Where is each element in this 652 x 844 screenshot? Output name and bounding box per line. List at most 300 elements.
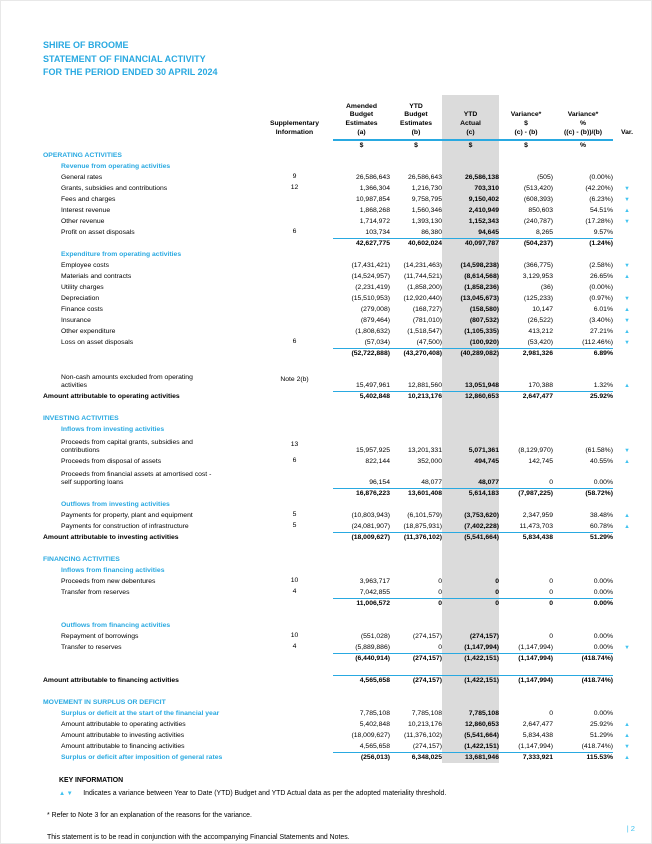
- row-label: Inflows from investing activities: [61, 425, 165, 433]
- ytd-actual-value: 40,097,787: [442, 238, 499, 249]
- ytd-actual-value: [442, 686, 499, 697]
- row-label: [43, 238, 256, 249]
- ytd-budget-value: 7,785,108: [411, 709, 442, 717]
- supp-info: [256, 565, 333, 576]
- ytd-actual-value: 13,051,948: [442, 370, 499, 391]
- table-row: [43, 708, 641, 719]
- table-row: [43, 653, 641, 664]
- ytd-budget-value: (11,376,102): [390, 532, 442, 543]
- amended-budget-value: 1,714,972: [359, 217, 390, 225]
- variance-indicator: [613, 424, 641, 435]
- variance-indicator: [613, 172, 641, 183]
- variance-indicator: [613, 719, 641, 730]
- ytd-actual-value: 5,071,361: [442, 435, 499, 456]
- ytd-budget-value: [390, 543, 442, 554]
- supp-info: [256, 402, 333, 413]
- table-row: [43, 194, 641, 205]
- variance-dollar-value: (366,775): [523, 261, 553, 269]
- variance-up-triangle-icon: ▲: [624, 722, 630, 728]
- table-row: [43, 752, 641, 763]
- amended-budget-value: [333, 543, 390, 554]
- variance-down-triangle-icon: ▼: [624, 263, 630, 269]
- amended-budget-value: [333, 697, 390, 708]
- variance-down-triangle-icon: ▼: [624, 645, 630, 651]
- variance-indicator: [613, 304, 641, 315]
- supp-info: [256, 752, 333, 763]
- amended-budget-value: [333, 620, 390, 631]
- variance-percent-value: (61.58%): [585, 446, 613, 454]
- amended-budget-value: 1,366,304: [359, 184, 390, 192]
- supp-info: Note 2(b): [280, 376, 309, 383]
- amended-budget-value: [333, 499, 390, 510]
- row-label: Fees and charges: [61, 195, 116, 203]
- supp-info: [256, 326, 333, 337]
- variance-dollar-value: [499, 620, 553, 631]
- variance-percent-value: 40.55%: [589, 457, 613, 465]
- variance-up-triangle-icon: ▲: [624, 274, 630, 280]
- variance-percent-value: 6.01%: [593, 305, 613, 313]
- variance-dollar-value: 0: [549, 709, 553, 717]
- variance-indicator: [613, 499, 641, 510]
- variance-legend-text: Indicates a variance between Year to Date (YTD) Budget and YTD Actual data as per the adopted materiality threshold.: [83, 789, 447, 797]
- amended-budget-value: 15,497,961: [355, 381, 390, 389]
- ytd-budget-value: [390, 249, 442, 260]
- ytd-actual-value: [442, 249, 499, 260]
- variance-up-triangle-icon: ▲: [624, 329, 630, 335]
- row-label: General rates: [61, 173, 103, 181]
- table-row: [43, 488, 641, 499]
- variance-dollar-value: (1,147,994): [499, 653, 553, 664]
- ytd-budget-value: 0: [438, 643, 442, 651]
- variance-dollar-value: (8,129,970): [518, 446, 553, 454]
- ytd-budget-value: [390, 609, 442, 620]
- row-label: Amount attributable to financing activities: [61, 742, 185, 750]
- variance-percent-value: 0.00%: [593, 478, 613, 486]
- amended-budget-value: (24,081,907): [351, 522, 390, 530]
- ytd-budget-value: 352,000: [417, 457, 442, 465]
- ytd-actual-value: 0: [442, 587, 499, 598]
- variance-dollar-value: [499, 413, 553, 424]
- supp-info: 10: [290, 632, 299, 639]
- ytd-budget-value: 0: [390, 598, 442, 609]
- ytd-actual-value: (7,402,228): [442, 521, 499, 532]
- financial-activity-table: [43, 95, 641, 763]
- row-label: [43, 488, 256, 499]
- variance-percent-value: 51.29%: [589, 731, 613, 739]
- supp-info: [256, 424, 333, 435]
- amended-budget-value: 15,957,925: [355, 446, 390, 454]
- variance-up-triangle-icon: ▲: [624, 755, 630, 761]
- ytd-budget-value: [390, 620, 442, 631]
- amended-budget-value: (18,009,627): [333, 532, 390, 543]
- ytd-budget-value: 40,602,024: [390, 238, 442, 249]
- variance-indicator: [613, 249, 641, 260]
- variance-down-triangle-icon: ▼: [624, 219, 630, 225]
- variance-up-triangle-icon: ▲: [624, 524, 630, 530]
- ytd-budget-value: (11,376,102): [403, 731, 442, 739]
- row-label: Surplus or deficit at the start of the financial year: [61, 709, 220, 717]
- amended-budget-value: [333, 161, 390, 172]
- variance-dollar-value: (504,237): [499, 238, 553, 249]
- variance-dollar-value: [499, 609, 553, 620]
- variance-dollar-value: (1,147,994): [518, 742, 553, 750]
- variance-indicator: [613, 194, 641, 205]
- table-row: [43, 587, 641, 598]
- variance-percent-value: 0.00%: [593, 588, 613, 596]
- table-row: [43, 370, 641, 391]
- variance-down-triangle-icon: ▼: [624, 448, 630, 454]
- spacer-row: [43, 543, 641, 554]
- variance-percent-value: [553, 686, 613, 697]
- ytd-budget-value: (14,231,463): [403, 261, 442, 269]
- variance-indicator: [613, 697, 641, 708]
- variance-percent-value: [553, 697, 613, 708]
- amended-budget-value: [333, 413, 390, 424]
- row-label: Grants, subsidies and contributions: [61, 184, 168, 192]
- title-line-period: FOR THE PERIOD ENDED 30 APRIL 2024: [43, 67, 218, 77]
- amended-budget-value: [333, 359, 390, 370]
- supp-info: [256, 238, 333, 249]
- ytd-budget-value: 1,216,730: [411, 184, 442, 192]
- variance-dollar-value: [499, 565, 553, 576]
- amended-budget-value: [333, 249, 390, 260]
- variance-indicator: [613, 488, 641, 499]
- row-label: Other expenditure: [61, 327, 116, 335]
- variance-indicator: [613, 456, 641, 467]
- variance-percent-value: 6.89%: [553, 348, 613, 359]
- variance-dollar-value: (26,522): [527, 316, 553, 324]
- ytd-actual-value: (40,289,082): [442, 348, 499, 359]
- ytd-actual-value: 1,152,343: [442, 216, 499, 227]
- ytd-budget-value: (12,920,440): [403, 294, 442, 302]
- variance-dollar-value: (53,420): [527, 338, 553, 346]
- variance-up-triangle-icon: ▲: [624, 307, 630, 313]
- ytd-actual-value: (5,541,664): [442, 730, 499, 741]
- supp-info: [256, 598, 333, 609]
- row-label: Non-cash amounts excluded from operating activities: [61, 373, 193, 389]
- variance-percent-value: [553, 413, 613, 424]
- ytd-actual-value: 5,614,183: [442, 488, 499, 499]
- ytd-budget-value: [390, 150, 442, 161]
- table-row: [43, 183, 641, 194]
- title-line-statement: STATEMENT OF FINANCIAL ACTIVITY: [43, 53, 206, 64]
- variance-percent-value: (112.46%): [582, 338, 613, 346]
- supp-info: [256, 675, 333, 686]
- row-label: Amount attributable to operating activities: [61, 720, 186, 728]
- variance-dollar-value: (125,233): [523, 294, 553, 302]
- ytd-actual-value: (807,532): [442, 315, 499, 326]
- row-label: Revenue from operating activities: [61, 162, 171, 170]
- variance-indicator: [613, 216, 641, 227]
- variance-dollar-value: [499, 686, 553, 697]
- supp-info: 6: [292, 338, 297, 345]
- amended-budget-value: 4,565,658: [333, 675, 390, 686]
- row-label: Materials and contracts: [61, 272, 132, 280]
- variance-percent-value: 1.32%: [593, 381, 613, 389]
- variance-down-triangle-icon: ▼: [624, 197, 630, 203]
- supp-info: [256, 653, 333, 664]
- supp-info: [256, 620, 333, 631]
- supp-info: [256, 293, 333, 304]
- ytd-budget-value: 0: [438, 577, 442, 585]
- row-label: Employee costs: [61, 261, 109, 269]
- ytd-actual-value: 703,310: [442, 183, 499, 194]
- ytd-budget-value: (11,744,521): [403, 272, 442, 280]
- variance-percent-value: 25.92%: [553, 391, 613, 402]
- ytd-actual-value: 48,077: [442, 467, 499, 488]
- variance-dollar-value: 10,147: [532, 305, 553, 313]
- variance-dollar-value: (1,147,994): [518, 643, 553, 651]
- row-label: Payments for construction of infrastructure: [61, 522, 189, 530]
- variance-indicator: [613, 391, 641, 402]
- variance-up-triangle-icon: ▲: [624, 513, 630, 519]
- ytd-actual-value: 7,785,108: [442, 708, 499, 719]
- variance-dollar-value: 7,333,921: [499, 752, 553, 763]
- row-label: OPERATING ACTIVITIES: [43, 151, 122, 159]
- variance-indicator: [613, 150, 641, 161]
- row-label: MOVEMENT IN SURPLUS OR DEFICIT: [43, 698, 166, 706]
- table-row: [43, 172, 641, 183]
- ytd-budget-value: (18,875,931): [403, 522, 442, 530]
- table-header: [43, 95, 641, 139]
- unit-b: $: [390, 139, 442, 150]
- supp-info: [256, 554, 333, 565]
- ytd-budget-value: (6,101,579): [407, 511, 442, 519]
- ytd-budget-value: [390, 424, 442, 435]
- amended-budget-value: [333, 609, 390, 620]
- ytd-actual-value: (1,147,994): [442, 642, 499, 653]
- row-label: INVESTING ACTIVITIES: [43, 414, 119, 422]
- page-number: | 2: [626, 824, 635, 833]
- row-label: Proceeds from new debentures: [61, 577, 156, 585]
- variance-dollar-value: 850,603: [528, 206, 553, 214]
- header-v: Var.: [620, 128, 634, 136]
- header-c: YTD Actual (c): [442, 95, 499, 139]
- supp-info: [256, 467, 333, 488]
- ytd-actual-value: (1,422,151): [442, 675, 499, 686]
- ytd-actual-value: [442, 697, 499, 708]
- variance-percent-value: 38.48%: [589, 511, 613, 519]
- table-row: [43, 642, 641, 653]
- key-information-section: [43, 777, 639, 841]
- variance-down-triangle-icon: ▼: [624, 318, 630, 324]
- variance-indicator: [613, 741, 641, 752]
- ytd-actual-value: 0: [442, 576, 499, 587]
- ytd-budget-value: 13,201,331: [407, 446, 442, 454]
- table-row: [43, 293, 641, 304]
- table-row: [43, 326, 641, 337]
- supp-info: [256, 609, 333, 620]
- supp-info: [256, 686, 333, 697]
- amended-budget-value: (57,034): [364, 338, 390, 346]
- variance-percent-value: (58.72%): [553, 488, 613, 499]
- supp-info: [256, 260, 333, 271]
- supp-info: 12: [290, 184, 299, 191]
- supp-info: [256, 730, 333, 741]
- supp-info: [256, 216, 333, 227]
- variance-indicator: [613, 238, 641, 249]
- amended-budget-value: [333, 664, 390, 675]
- variance-percent-value: [553, 499, 613, 510]
- variance-indicator: [613, 435, 641, 456]
- unit-v: [613, 139, 641, 150]
- ytd-actual-value: [442, 609, 499, 620]
- table-row: [43, 532, 641, 543]
- ytd-budget-value: [390, 359, 442, 370]
- row-label: Other revenue: [61, 217, 105, 225]
- variance-percent-value: (0.00%): [589, 283, 613, 291]
- amended-budget-value: (1,808,632): [355, 327, 390, 335]
- ytd-actual-value: 2,410,949: [442, 205, 499, 216]
- variance-percent-value: 0.00%: [593, 577, 613, 585]
- amended-budget-value: (5,889,886): [355, 643, 390, 651]
- ytd-budget-value: (43,270,408): [390, 348, 442, 359]
- row-label: Payments for property, plant and equipment: [61, 511, 193, 519]
- variance-dollar-value: 0: [549, 577, 553, 585]
- variance-indicator: [613, 402, 641, 413]
- variance-dollar-value: 2,981,326: [499, 348, 553, 359]
- statement-note: This statement is to be read in conjunction with the accompanying Financial Statements and Notes.: [47, 833, 350, 841]
- variance-dollar-value: [499, 697, 553, 708]
- ytd-actual-value: (1,422,151): [442, 741, 499, 752]
- row-label: Proceeds from disposal of assets: [61, 457, 162, 465]
- amended-budget-value: [333, 565, 390, 576]
- variance-dollar-value: [499, 543, 553, 554]
- variance-dollar-value: 2,647,477: [522, 720, 553, 728]
- table-row: [43, 631, 641, 642]
- ytd-budget-value: 86,380: [421, 228, 442, 236]
- variance-dollar-value: [499, 150, 553, 161]
- ytd-budget-value: 10,213,176: [407, 720, 442, 728]
- ytd-actual-value: 26,586,138: [442, 172, 499, 183]
- supp-info: [256, 499, 333, 510]
- variance-percent-value: 0.00%: [593, 709, 613, 717]
- variance-dollar-value: 2,347,959: [522, 511, 553, 519]
- ytd-budget-value: [390, 686, 442, 697]
- variance-indicator: [613, 664, 641, 675]
- variance-percent-value: 9.57%: [593, 228, 613, 236]
- variance-percent-value: (0.97%): [589, 294, 613, 302]
- variance-indicator: [613, 708, 641, 719]
- amended-budget-value: 11,006,572: [333, 598, 390, 609]
- ytd-actual-value: [442, 554, 499, 565]
- variance-percent-value: [553, 554, 613, 565]
- ytd-budget-value: [390, 402, 442, 413]
- variance-indicator: [613, 631, 641, 642]
- variance-down-triangle-icon: ▼: [624, 340, 630, 346]
- variance-percent-value: [553, 543, 613, 554]
- variance-indicator: [613, 576, 641, 587]
- amended-budget-value: 5,402,848: [333, 391, 390, 402]
- variance-indicator: [613, 752, 641, 763]
- table-row: [43, 391, 641, 402]
- variance-percent-value: 26.65%: [589, 272, 613, 280]
- variance-dollar-value: (7,987,225): [499, 488, 553, 499]
- supp-info: 9: [292, 173, 297, 180]
- variance-dollar-value: [499, 554, 553, 565]
- ytd-actual-value: 9,150,402: [442, 194, 499, 205]
- supp-info: [256, 543, 333, 554]
- ytd-budget-value: 9,758,795: [411, 195, 442, 203]
- ytd-actual-value: 94,645: [442, 227, 499, 238]
- supp-info: [256, 719, 333, 730]
- variance-dollar-value: 11,473,703: [519, 522, 553, 530]
- variance-percent-value: 51.29%: [553, 532, 613, 543]
- supp-info: [256, 697, 333, 708]
- variance-dollar-value: [499, 161, 553, 172]
- row-label: Transfer from reserves: [61, 588, 130, 596]
- row-label: Outflows from investing activities: [61, 500, 170, 508]
- supp-info: [256, 413, 333, 424]
- supp-info: [256, 282, 333, 293]
- ytd-actual-value: (13,045,673): [442, 293, 499, 304]
- amended-budget-value: (279,008): [360, 305, 390, 313]
- supp-info: 5: [292, 522, 297, 529]
- ytd-budget-value: 1,393,130: [411, 217, 442, 225]
- variance-indicator: [613, 532, 641, 543]
- amended-budget-value: [333, 424, 390, 435]
- amended-budget-value: 1,868,268: [359, 206, 390, 214]
- supp-info: [256, 348, 333, 359]
- table-row: [43, 576, 641, 587]
- variance-indicator: [613, 521, 641, 532]
- row-label: Utility charges: [61, 283, 104, 291]
- unit-d: $: [499, 139, 553, 150]
- table-row: [43, 282, 641, 293]
- amended-budget-value: 5,402,848: [359, 720, 390, 728]
- variance-percent-value: (3.40%): [589, 316, 613, 324]
- row-label: Finance costs: [61, 305, 103, 313]
- table-row: [43, 150, 641, 161]
- variance-percent-value: 0.00%: [593, 643, 613, 651]
- amended-budget-value: (10,803,943): [351, 511, 390, 519]
- row-label: Inflows from financing activities: [61, 566, 165, 574]
- ytd-budget-value: [390, 161, 442, 172]
- variance-percent-value: (2.58%): [589, 261, 613, 269]
- variance-down-triangle-icon: ▼: [624, 744, 630, 750]
- table-row: [43, 697, 641, 708]
- amended-budget-value: 96,154: [369, 478, 390, 486]
- amended-budget-value: [333, 686, 390, 697]
- ytd-actual-value: (274,157): [442, 631, 499, 642]
- row-label: Profit on asset disposals: [61, 228, 135, 236]
- amended-budget-value: (6,440,914): [333, 653, 390, 664]
- variance-indicator: [613, 467, 641, 488]
- spacer-row: [43, 609, 641, 620]
- unit-row: [43, 139, 641, 150]
- variance-indicator: [613, 161, 641, 172]
- ytd-budget-value: 0: [438, 588, 442, 596]
- table-row: [43, 238, 641, 249]
- variance-dollar-value: (608,393): [523, 195, 553, 203]
- variance-percent-value: [553, 565, 613, 576]
- variance-percent-value: (17.28%): [585, 217, 613, 225]
- row-label: Loss on asset disposals: [61, 338, 134, 346]
- variance-percent-value: 0.00%: [593, 632, 613, 640]
- ytd-budget-value: (168,727): [412, 305, 442, 313]
- variance-indicator: [613, 642, 641, 653]
- ytd-actual-value: (5,541,664): [442, 532, 499, 543]
- variance-indicator: [613, 413, 641, 424]
- ytd-actual-value: [442, 413, 499, 424]
- row-label: Amount attributable to operating activities: [43, 392, 180, 400]
- ytd-actual-value: 13,681,946: [442, 752, 499, 763]
- row-label: Proceeds from financial assets at amortised cost - self supporting loans: [61, 470, 212, 486]
- variance-indicator: [613, 227, 641, 238]
- header-p: Variance* % ((c) - (b))/(b): [563, 111, 603, 136]
- variance-indicator: [613, 205, 641, 216]
- ytd-actual-value: [442, 402, 499, 413]
